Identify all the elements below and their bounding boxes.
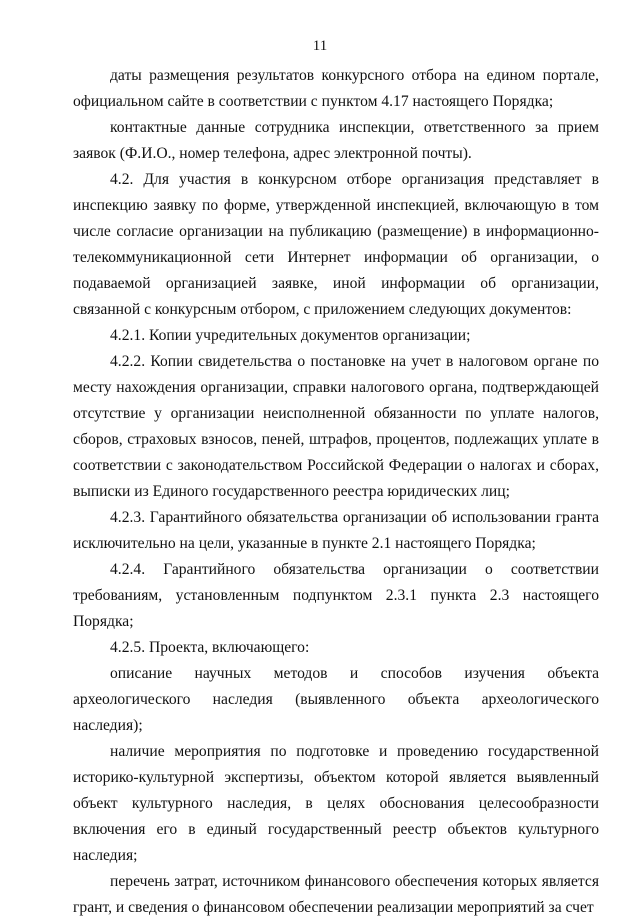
paragraph-4-2: 4.2. Для участия в конкурсном отборе организация представляет в инспекцию заявку по форме, утвержденной инспекцией, включающую в том числе согласие организации на публикацию (размещение) в информационно-телекоммуникационной сети Интернет информации об организации, о подаваемой организацией заявке, иной информации об организации, связанной с конкурсным отбором, с приложением следующих документов:: [73, 171, 599, 318]
paragraph-4-2-2: 4.2.2. Копии свидетельства о постановке на учет в налоговом органе по месту нахождения организации, справки налогового органа, подтверждающей отсутствие у организации неисполненной обязанности по уплате налогов, сборов, страховых взносов, пеней, штрафов, процентов, подлежащих уплате в соответствии с законодательством Российской Федерации о налогах и сборах, выписки из Единого государственного реестра юридических лиц;: [73, 353, 599, 500]
paragraph-expertise-measures: наличие мероприятия по подготовке и проведению государственной историко-культурной экспертизы, объектом которой является выявленный объект культурного наследия, в целях обоснования целесообразности включения его в единый государственный реестр объектов культурного наследия;: [73, 743, 599, 864]
paragraph-contact-details: контактные данные сотрудника инспекции, ответственного за прием заявок (Ф.И.О., номер телефона, адрес электронной почты).: [73, 119, 599, 162]
paragraph-publication-dates: даты размещения результатов конкурсного отбора на едином портале, официальном сайте в соответствии с пунктом 4.17 настоящего Порядка;: [73, 67, 599, 110]
paragraph-4-2-4: 4.2.4. Гарантийного обязательства организации о соответствии требованиям, установленным подпунктом 2.3.1 пункта 2.3 настоящего Порядка;: [73, 561, 599, 630]
document-body: [73, 63, 599, 921]
paragraph-4-2-1: 4.2.1. Копии учредительных документов организации;: [110, 327, 471, 344]
paragraph-4-2-5: 4.2.5. Проекта, включающего:: [110, 639, 310, 656]
paragraph-research-methods: описание научных методов и способов изучения объекта археологического наследия (выявленного объекта археологического наследия);: [73, 665, 599, 734]
paragraph-cost-list: перечень затрат, источником финансового обеспечения которых является грант, и сведения о финансовом обеспечении реализации мероприятий за счет: [73, 873, 599, 916]
paragraph-4-2-3: 4.2.3. Гарантийного обязательства организации об использовании гранта исключительно на цели, указанные в пункте 2.1 настоящего Порядка;: [73, 509, 599, 552]
page-number: 11: [312, 38, 328, 54]
